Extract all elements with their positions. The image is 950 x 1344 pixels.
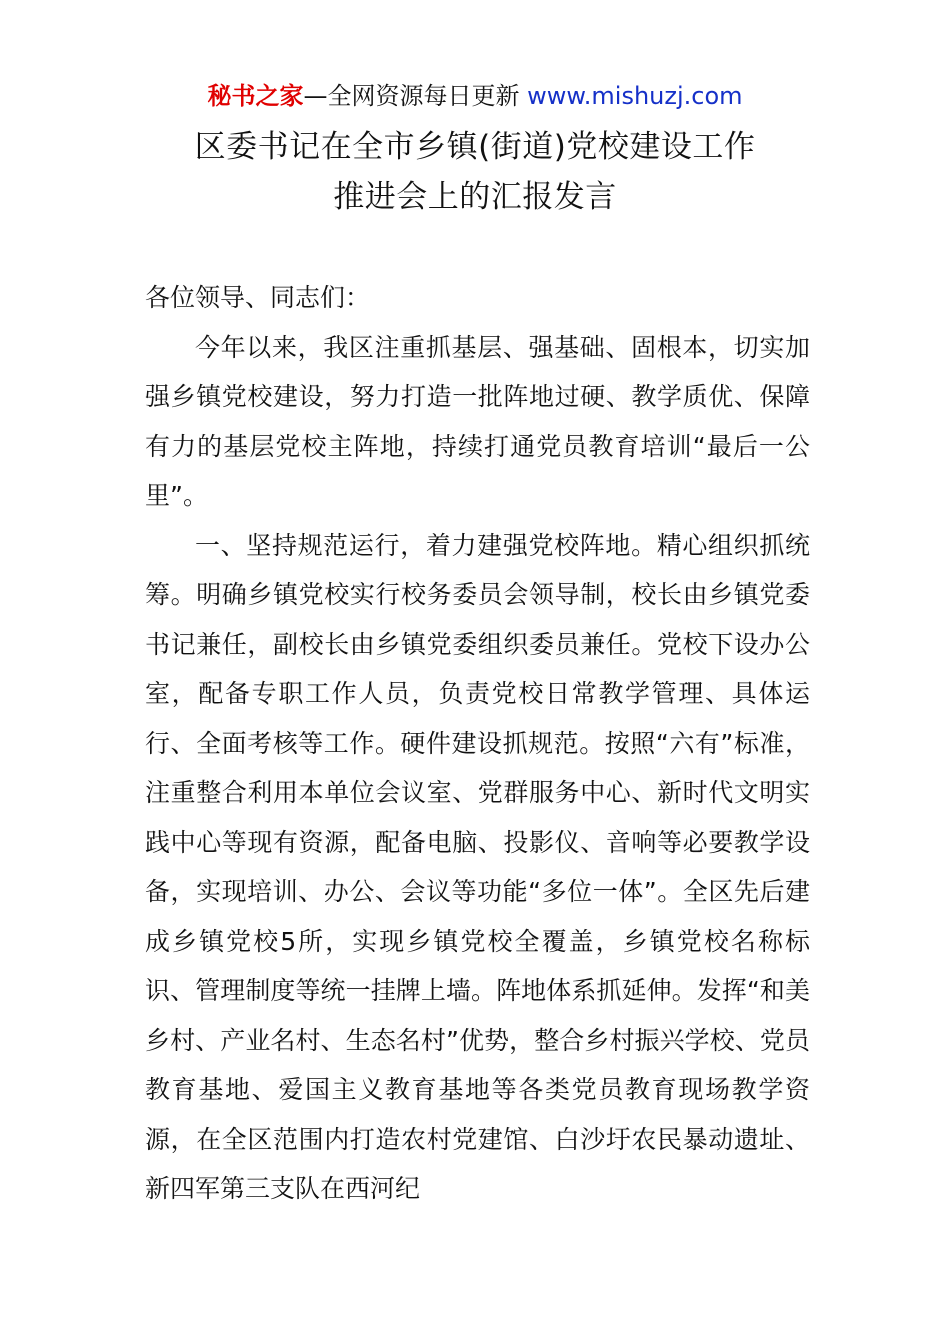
site-tagline: —全网资源每日更新 — [303, 82, 528, 110]
document-title-line-1: 区委书记在全市乡镇(街道)党校建设工作 — [194, 129, 756, 165]
site-url-link[interactable]: www.mishuzj.com — [527, 82, 743, 110]
document-title-line-2: 推进会上的汇报发言 — [333, 179, 617, 215]
site-banner — [0, 80, 950, 112]
brand-name: 秘书之家 — [207, 82, 304, 110]
paragraph-intro: 今年以来，我区注重抓基层、强基础、固根本，切实加强乡镇党校建设，努力打造一批阵地过硬、教学质优、保障有力的基层党校主阵地，持续打通党员教育培训“最后一公里”。 — [145, 332, 810, 510]
salutation: 各位领导、同志们： — [145, 283, 371, 312]
paragraph-section-one: 一、坚持规范运行，着力建强党校阵地。精心组织抓统筹。明确乡镇党校实行校务委员会领导制，校长由乡镇党委书记兼任，副校长由乡镇党委组织委员兼任。党校下设办公室，配备专职工作人员，负责党校日常教学管理、具体运行、全面考核等工作。硬件建设抓规范。按照“六有”标准，注重整合利用本单位会议室、党群服务中心、新时代文明实践中心等现有资源，配备电脑、投影仪、音响等必要教学设备，实现培训、办公、会议等功能“多位一体”。全区先后建成乡镇党校5所，实现乡镇党校全覆盖，乡镇党校名称标识、管理制度等统一挂牌上墙。阵地体系抓延伸。发挥“和美乡村、产业名村、生态名村”优势，整合乡村振兴学校、党员教育基地、爱国主义教育基地等各类党员教育现场教学资源，在全区范围内打造农村党建馆、白沙圩农民暴动遗址、新四军第三支队在西河纪 — [145, 530, 810, 1203]
document-body — [145, 273, 810, 1214]
